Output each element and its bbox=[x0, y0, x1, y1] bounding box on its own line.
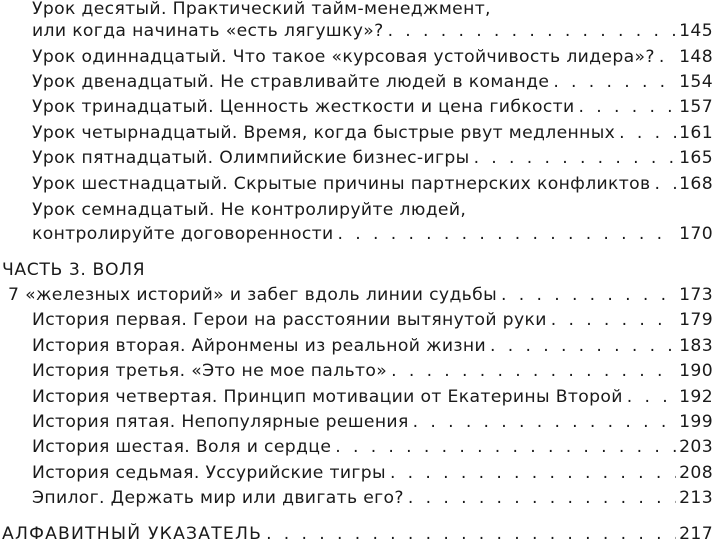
page-number: 173 bbox=[679, 285, 713, 305]
toc-entry[interactable] bbox=[32, 334, 713, 358]
toc-entry[interactable] bbox=[32, 359, 713, 383]
toc-entry-title: Урок двенадцатый. Не стравливайте людей в команде bbox=[32, 72, 550, 92]
toc-entry-title: История седьмая. Уссурийские тигры bbox=[32, 463, 386, 483]
toc-entry-title: Урок пятнадцатый. Олимпийские бизнес-игры bbox=[32, 148, 470, 168]
dot-leader bbox=[579, 95, 677, 119]
toc-entry-line bbox=[32, 198, 713, 222]
dot-leader bbox=[391, 359, 676, 383]
dot-leader bbox=[490, 334, 676, 358]
dot-leader bbox=[266, 522, 676, 546]
page-number: 217 bbox=[679, 524, 713, 544]
toc-entry-title: Эпилог. Держать мир или двигать его? bbox=[32, 488, 404, 508]
toc-entry-title: или когда начинать «есть лягушку»? bbox=[32, 21, 384, 41]
page-number: 179 bbox=[679, 310, 713, 330]
toc-entry-title: Урок десятый. Практический тайм-менеджмент, bbox=[32, 0, 491, 19]
toc-entry[interactable] bbox=[32, 385, 713, 409]
toc-entry-title: История вторая. Айронмены из реальной жизни bbox=[32, 336, 487, 356]
toc-entry[interactable] bbox=[32, 19, 713, 43]
toc-entry-line bbox=[32, 0, 713, 21]
toc-entry[interactable] bbox=[32, 172, 713, 196]
toc-entry[interactable] bbox=[8, 283, 713, 307]
toc-entry-title: 7 «железных историй» и забег вдоль линии судьбы bbox=[8, 285, 498, 305]
part-title: ЧАСТЬ 3. ВОЛЯ bbox=[2, 260, 146, 280]
dot-leader bbox=[338, 222, 677, 246]
page-number: 154 bbox=[679, 72, 713, 92]
toc-entry-index[interactable] bbox=[2, 522, 713, 546]
page-number: 161 bbox=[679, 123, 713, 143]
page-number: 168 bbox=[679, 174, 713, 194]
toc-entry[interactable] bbox=[32, 308, 713, 332]
dot-leader bbox=[551, 308, 676, 332]
dot-leader bbox=[659, 45, 676, 69]
toc-entry-title: Урок тринадцатый. Ценность жесткости и цена гибкости bbox=[32, 97, 575, 117]
toc-entry[interactable] bbox=[32, 146, 713, 170]
toc-entry[interactable] bbox=[32, 70, 713, 94]
dot-leader bbox=[474, 146, 677, 170]
toc-entry[interactable] bbox=[32, 435, 713, 459]
page-number: 170 bbox=[679, 224, 713, 244]
toc-entry-title: Урок семнадцатый. Не контролируйте людей, bbox=[32, 200, 467, 220]
page-number: 183 bbox=[679, 336, 713, 356]
toc-entry-title: Урок четырнадцатый. Время, когда быстрые рвут медленных bbox=[32, 123, 616, 143]
dot-leader bbox=[501, 283, 676, 307]
toc-entry-title: История шестая. Воля и сердце bbox=[32, 437, 332, 457]
page-number: 148 bbox=[679, 47, 713, 67]
toc-entry[interactable] bbox=[32, 410, 713, 434]
page-number: 213 bbox=[679, 488, 713, 508]
dot-leader bbox=[655, 172, 677, 196]
toc-entry-title: История четвертая. Принцип мотивации от Екатерины Второй bbox=[32, 387, 623, 407]
part-heading[interactable] bbox=[2, 258, 713, 282]
page-number: 208 bbox=[679, 463, 713, 483]
page-number: 199 bbox=[679, 412, 713, 432]
dot-leader bbox=[413, 410, 677, 434]
toc-entry-title: История первая. Герои на расстоянии вытянутой руки bbox=[32, 310, 547, 330]
toc-entry[interactable] bbox=[32, 486, 713, 510]
toc-entry-title: Урок одиннадцатый. Что такое «курсовая устойчивость лидера»? bbox=[32, 47, 655, 67]
dot-leader bbox=[553, 70, 676, 94]
dot-leader bbox=[390, 461, 676, 485]
toc-entry[interactable] bbox=[32, 121, 713, 145]
page-number: 190 bbox=[679, 361, 713, 381]
page-number: 165 bbox=[679, 148, 713, 168]
toc-entry-title: контролируйте договоренности bbox=[32, 224, 334, 244]
dot-leader bbox=[388, 19, 677, 43]
dot-leader bbox=[335, 435, 676, 459]
page-number: 192 bbox=[679, 387, 713, 407]
dot-leader bbox=[408, 486, 676, 510]
page-number: 145 bbox=[679, 21, 713, 41]
toc-entry[interactable] bbox=[32, 45, 713, 69]
toc-entry-title: Урок шестнадцатый. Скрытые причины партнерских конфликтов bbox=[32, 174, 651, 194]
toc-entry[interactable] bbox=[32, 461, 713, 485]
toc-entry-title: АЛФАВИТНЫЙ УКАЗАТЕЛЬ bbox=[2, 524, 263, 544]
page-number: 203 bbox=[679, 437, 713, 457]
toc-entry[interactable] bbox=[32, 95, 713, 119]
toc-entry[interactable] bbox=[32, 222, 713, 246]
toc-entry-title: История третья. «Это не мое пальто» bbox=[32, 361, 388, 381]
dot-leader bbox=[619, 121, 676, 145]
dot-leader bbox=[627, 385, 676, 409]
page-number: 157 bbox=[679, 97, 713, 117]
toc-entry-title: История пятая. Непопулярные решения bbox=[32, 412, 409, 432]
